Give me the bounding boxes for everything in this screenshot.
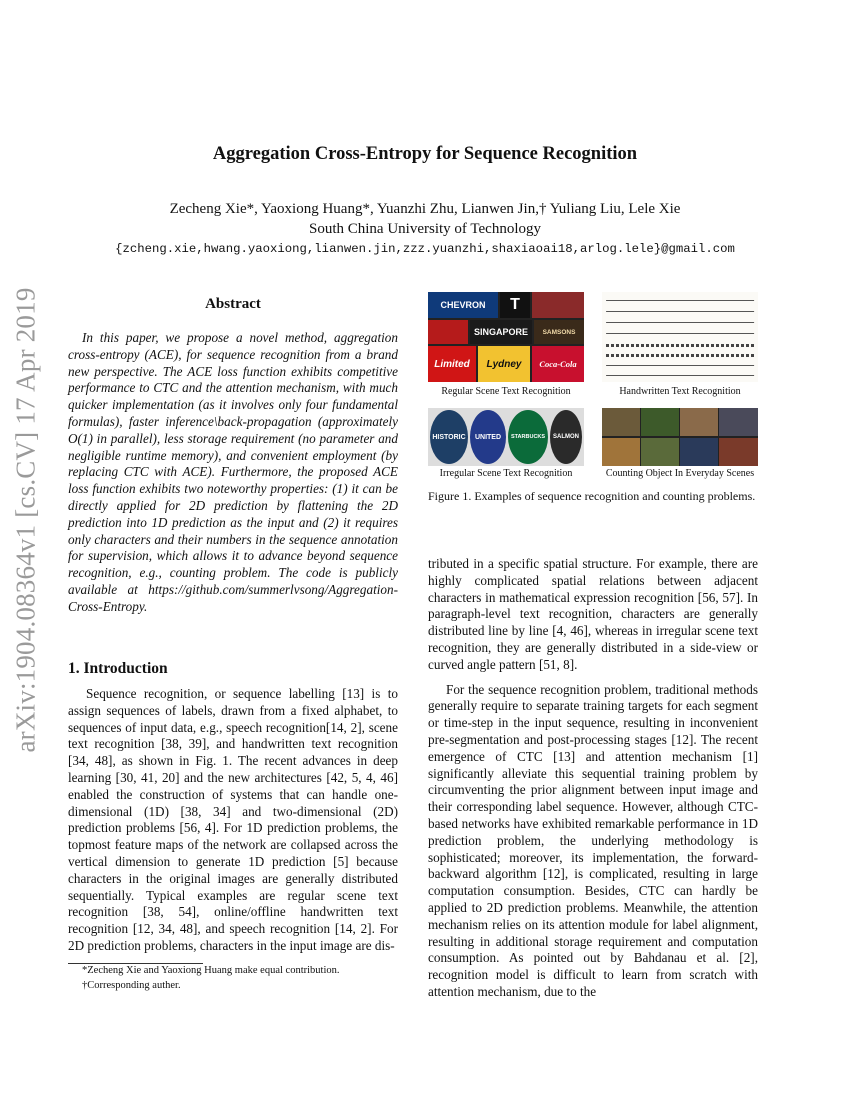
- footnote-corresponding-author: †Corresponding auther.: [82, 979, 181, 991]
- sign-letter-t: T: [500, 292, 530, 318]
- paper-title: Aggregation Cross-Entropy for Sequence Recognition: [212, 144, 638, 164]
- photo-tile: [719, 408, 758, 436]
- photo-tile: [602, 408, 640, 436]
- handwriting-line: [606, 375, 754, 376]
- author-list: Zecheng Xie*, Yaoxiong Huang*, Yuanzhi Zhu, Lianwen Jin,† Yuliang Liu, Lele Xie: [169, 201, 681, 217]
- regular-scene-text-image: [428, 292, 584, 382]
- sign-united: UNITED: [470, 410, 506, 464]
- handwriting-line: [606, 365, 754, 366]
- photo-tile: [680, 438, 718, 466]
- sign-salmon: SALMON: [550, 410, 582, 464]
- irregular-scene-text-image: [428, 408, 584, 466]
- arxiv-sidebar: [7, 287, 45, 753]
- handwriting-line: [606, 322, 754, 323]
- introduction-text: [68, 686, 398, 955]
- abstract-heading: Abstract: [205, 296, 261, 312]
- photo-tile: [602, 438, 640, 466]
- photo-tile: [680, 408, 718, 436]
- handwriting-line: [606, 300, 754, 301]
- figure-1-caption: Figure 1. Examples of sequence recognition and counting problems.: [428, 489, 756, 503]
- sign-red: [428, 320, 468, 344]
- right-paragraph-1: tributed in a specific spatial structure. For example, there are highly complicated spatial relations between adjacent characters in mathematical expression recognition [56, 57]. In paragraph-level text recognition, characters are generally distributed line by line [4, 46], whereas in irregular scene text recognition, they are generally distributed in a side-view or curved angle pattern [51, 8].: [428, 556, 758, 672]
- handwriting-cjk-line: [606, 344, 754, 347]
- footnote-equal-contribution: *Zecheng Xie and Yaoxiong Huang make equal contribution.: [82, 965, 340, 976]
- abstract-text: [68, 330, 398, 616]
- sign-singapore: SINGAPORE: [470, 320, 532, 344]
- photo-tile: [719, 438, 758, 466]
- sign-lydney: Lydney: [478, 346, 530, 382]
- handwriting-line: [606, 333, 754, 334]
- affiliation: South China University of Technology: [309, 221, 541, 237]
- arxiv-identifier: arXiv:1904.08364v1 [cs.CV] 17 Apr 2019: [10, 287, 41, 753]
- handwriting-cjk-line: [606, 354, 754, 357]
- panel-label-regular: Regular Scene Text Recognition: [441, 386, 571, 397]
- sign-chevron: CHEVRON: [428, 292, 498, 318]
- sign-coca-cola: Coca-Cola: [532, 346, 584, 382]
- intro-paragraph: Sequence recognition, or sequence labelling [13] is to assign sequences of labels, drawn from a fixed alphabet, to sequences of input data, e.g., speech recognition[14, 2], scene text recognition [38, 39], and handwritten text recognition [34, 48], as shown in Fig. 1. The recent advances in deep learning [30, 41, 20] and the new architectures [42, 5, 4, 46] enabled the construction of systems that can handle one-dimensional (1D) [38, 34] and two-dimensional (2D) prediction problems [56, 4]. For 1D prediction problems, the topmost feature maps of the network are collapsed across the vertical dimension to generate 1D prediction [5] because characters in the original images are generally distributed sequentially. Typical examples are regular scene text recognition [38, 54], online/offline handwritten text recognition [12, 34, 48], and speech recognition [14, 2]. For 2D prediction problems, characters in the input image are dis-: [68, 686, 398, 953]
- author-emails: {zcheng.xie,hwang.yaoxiong,lianwen.jin,zzz.yuanzhi,shaxiaoai18,arlog.lele}@gmail.com: [115, 242, 735, 256]
- counting-objects-image: [602, 408, 758, 466]
- abstract-paragraph: In this paper, we propose a novel method, aggregation cross-entropy (ACE), for sequence recognition from a brand new perspective. The ACE loss function exhibits competitive performance to CTC and the attention mechanism, with much quicker implementation (as it involves only four fundamental formulas), faster inference\back-propagation (approximately O(1) in parallel), less storage requirement (no parameter and negligible runtime memory), and convenient employment (by replacing CTC with ACE). Furthermore, the proposed ACE loss function exhibits two noteworthy properties: (1) it can be directly applied for 2D prediction by flattening the 2D prediction into 1D prediction as the input and (2) it requires only characters and their numbers in the sequence annotation for supervision, which allows it to advance beyond sequence recognition, e.g., counting problem. The code is publicly available at https://github.com/summerlvsong/Aggregation-Cross-Entropy.: [68, 330, 398, 614]
- sign-red-banner: [532, 292, 584, 318]
- sign-limited: Limited: [428, 346, 476, 382]
- figure-1: [428, 292, 758, 487]
- right-paragraph-2: For the sequence recognition problem, traditional methods generally require to separate training targets for each segment or time-step in the input sequence, resulting in inconvenient pre-segmentation and post-processing stages [12]. The recent emergence of CTC [13] and attention mechanism [1] significantly alleviate this sequential training problem by circumventing the prior alignment between input image and their corresponding label sequence. However, although CTC-based networks have exhibited remarkable performance in 1D prediction problem, the underlying methodology is sophisticated; moreover, its implementation, the forward-backward algorithm [12], is complicated, resulting in large computation consumption. Besides, CTC can hardly be applied to 2D prediction problems. Meanwhile, the attention mechanism relies on its attention module for label alignment, resulting in additional storage requirement and computation consumption. As pointed out by Bahdanau et al. [2], recognition model is difficult to learn from scratch with attention mechanism, due to the: [428, 681, 758, 999]
- panel-label-counting: Counting Object In Everyday Scenes: [605, 468, 755, 479]
- panel-label-handwritten: Handwritten Text Recognition: [619, 386, 741, 397]
- footnotes: [68, 964, 398, 993]
- section-heading-introduction: 1. Introduction: [68, 660, 168, 677]
- photo-tile: [641, 438, 679, 466]
- handwritten-text-image: [602, 292, 758, 382]
- panel-label-irregular: Irregular Scene Text Recognition: [439, 468, 573, 479]
- right-column-text: [428, 556, 758, 1009]
- photo-tile: [641, 408, 679, 436]
- sign-starbucks: STARBUCKS: [508, 410, 548, 464]
- handwriting-line: [606, 311, 754, 312]
- sign-samsons: SAMSONS: [534, 320, 584, 344]
- sign-historic: HISTORIC: [430, 410, 468, 464]
